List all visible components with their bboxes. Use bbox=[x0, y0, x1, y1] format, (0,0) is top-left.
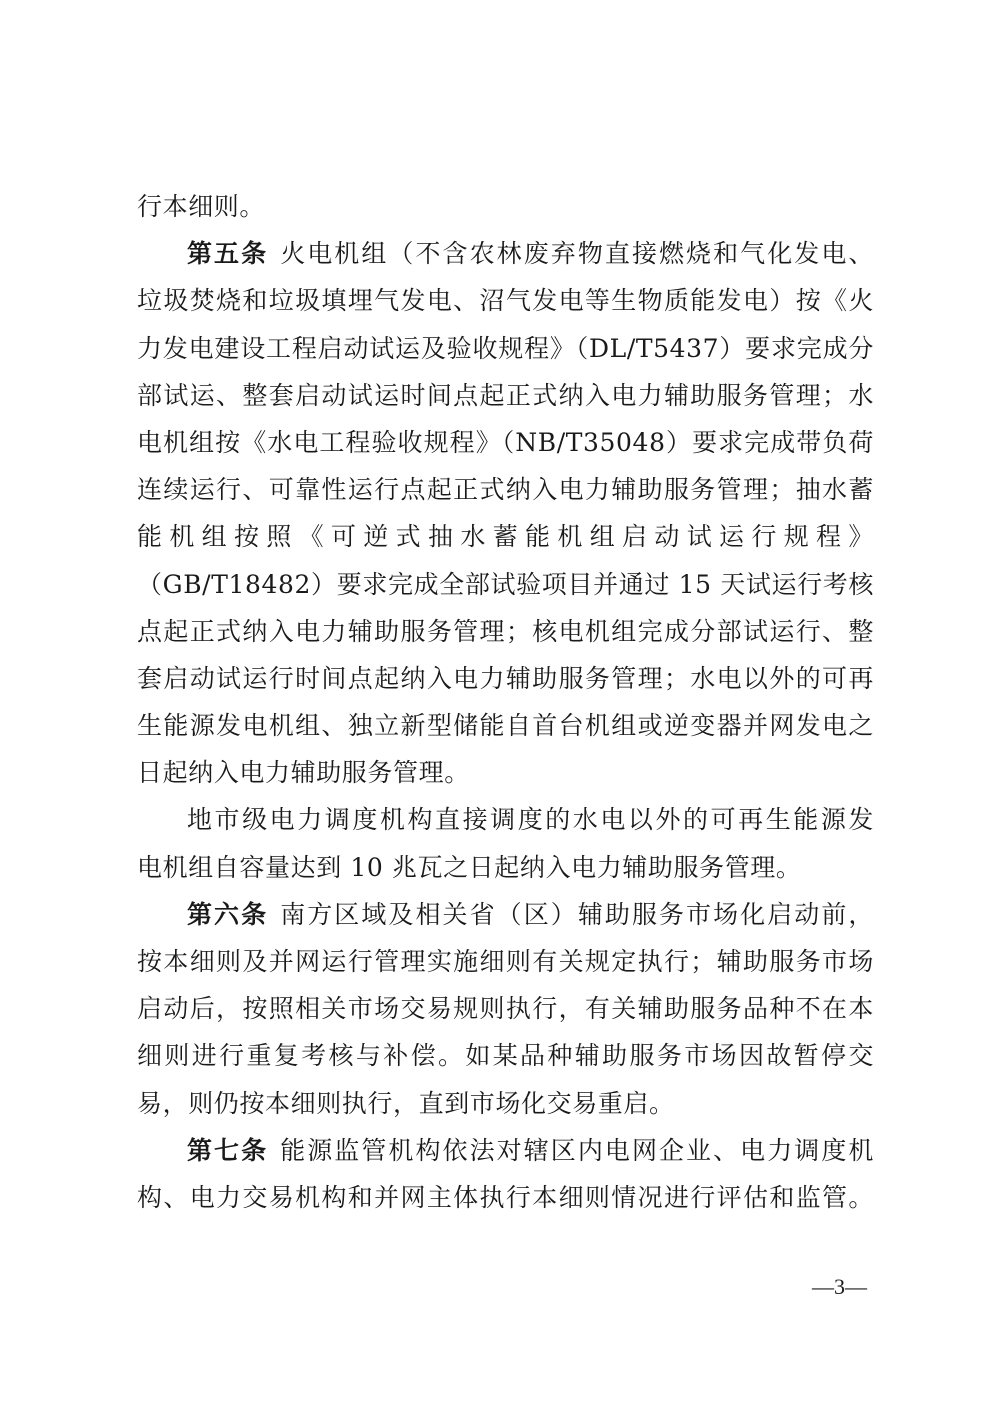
text-line bbox=[137, 1080, 874, 1127]
text-line bbox=[137, 844, 874, 891]
line-text: 点起正式纳入电力辅助服务管理；核电机组完成分部试运行、整 bbox=[137, 616, 874, 646]
text-line bbox=[137, 513, 874, 560]
article-seven-heading-line bbox=[137, 1127, 874, 1174]
text-line bbox=[137, 655, 874, 702]
text-line bbox=[137, 183, 874, 230]
line-text: 垃圾焚烧和垃圾填埋气发电、沼气发电等生物质能发电）按《火 bbox=[137, 286, 874, 316]
line-text: 能源监管机构依法对辖区内电网企业、电力调度机 bbox=[280, 1135, 875, 1165]
article-five-heading-line bbox=[137, 230, 874, 277]
line-text: 能机组按照《可逆式抽水蓄能机组启动试运行规程》 bbox=[137, 522, 874, 552]
line-text: （GB/T18482）要求完成全部试验项目并通过 15 天试运行考核 bbox=[137, 569, 874, 599]
text-line bbox=[137, 608, 874, 655]
line-text: 易，则仍按本细则执行，直到市场化交易重启。 bbox=[137, 1088, 675, 1118]
text-line bbox=[137, 561, 874, 608]
line-text: 构、电力交易机构和并网主体执行本细则情况进行评估和监管。 bbox=[137, 1182, 874, 1212]
line-text: 力发电建设工程启动试运及验收规程》（DL/T5437）要求完成分 bbox=[137, 333, 874, 363]
line-text: 日起纳入电力辅助服务管理。 bbox=[137, 758, 470, 788]
document-body bbox=[137, 183, 874, 1221]
text-line bbox=[137, 1174, 874, 1221]
text-line bbox=[137, 938, 874, 985]
line-text: 按本细则及并网运行管理实施细则有关规定执行；辅助服务市场 bbox=[137, 947, 874, 976]
line-text: 部试运、整套启动试运时间点起正式纳入电力辅助服务管理；水 bbox=[137, 380, 874, 410]
text-line bbox=[137, 749, 874, 796]
article-number: 第六条 bbox=[187, 899, 269, 929]
article-number: 第七条 bbox=[187, 1135, 269, 1165]
article-number: 第五条 bbox=[187, 239, 269, 269]
line-text: 生能源发电机组、独立新型储能自首台机组或逆变器并网发电之 bbox=[137, 711, 874, 741]
page-number: —3— bbox=[812, 1274, 867, 1299]
text-line bbox=[137, 372, 874, 419]
line-text: 细则进行重复考核与补偿。如某品种辅助服务市场因故暂停交 bbox=[137, 1041, 874, 1071]
text-line bbox=[137, 1032, 874, 1079]
line-text: 套启动试运行时间点起纳入电力辅助服务管理；水电以外的可再 bbox=[137, 663, 874, 693]
line-text: 火电机组（不含农林废弃物直接燃烧和气化发电、 bbox=[280, 239, 875, 269]
line-text: 电机组按《水电工程验收规程》（NB/T35048）要求完成带负荷 bbox=[137, 427, 874, 457]
line-text: 启动后，按照相关市场交易规则执行，有关辅助服务品种不在本 bbox=[137, 994, 874, 1024]
line-text: 行本细则。 bbox=[137, 192, 266, 221]
text-line bbox=[137, 796, 874, 843]
text-line bbox=[137, 325, 874, 372]
line-text: 地市级电力调度机构直接调度的水电以外的可再生能源发 bbox=[187, 805, 874, 835]
text-line bbox=[137, 277, 874, 324]
text-line bbox=[137, 985, 874, 1032]
text-line bbox=[137, 702, 874, 749]
line-text: 连续运行、可靠性运行点起正式纳入电力辅助服务管理；抽水蓄 bbox=[137, 475, 874, 505]
line-text: 南方区域及相关省（区）辅助服务市场化启动前， bbox=[280, 899, 875, 929]
text-line bbox=[137, 466, 874, 513]
text-line bbox=[137, 419, 874, 466]
article-six-heading-line bbox=[137, 891, 874, 938]
line-text: 电机组自容量达到 10 兆瓦之日起纳入电力辅助服务管理。 bbox=[137, 852, 802, 882]
